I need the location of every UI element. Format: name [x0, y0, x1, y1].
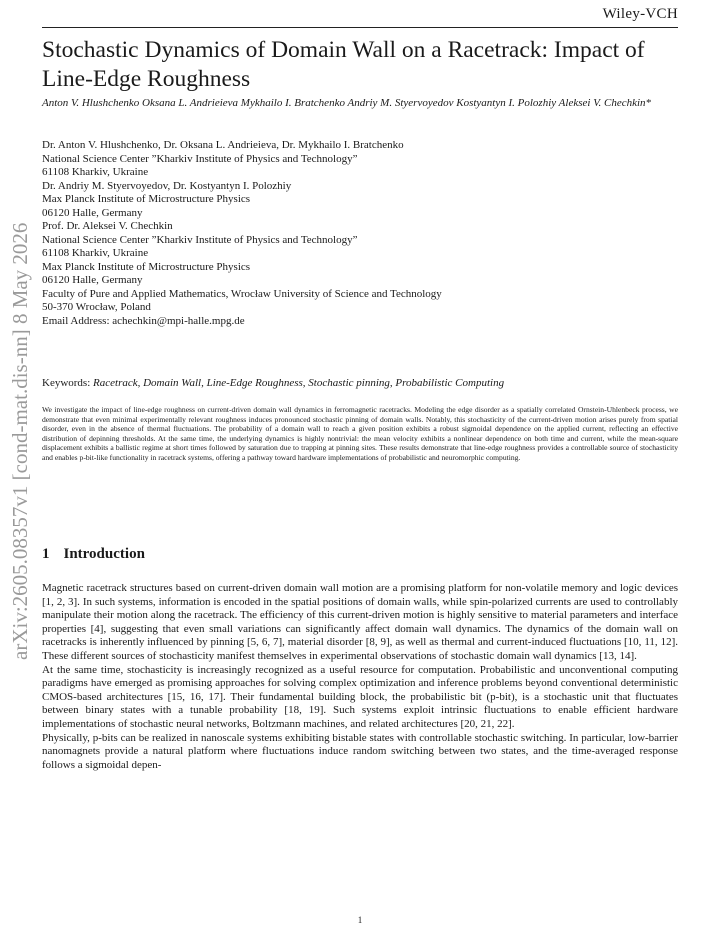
- affiliation-line: Prof. Dr. Aleksei V. Chechkin: [42, 220, 173, 232]
- affiliation-line: 06120 Halle, Germany: [42, 274, 143, 286]
- affiliation-line: Dr. Andriy M. Styervoyedov, Dr. Kostyantyn I. Polozhiy: [42, 179, 292, 192]
- keywords-line: [42, 377, 702, 389]
- keywords-label: Keywords:: [42, 377, 91, 389]
- affiliation-line: National Science Center ”Kharkiv Institute of Physics and Technology”: [42, 152, 358, 165]
- affiliation-line: 61108 Kharkiv, Ukraine: [42, 247, 149, 259]
- page-number: 1: [357, 915, 363, 925]
- body-paragraph: Magnetic racetrack structures based on current-driven domain wall motion are a promising platform for non-volatile memory and logic devices [1, 2, 3]. In such systems, information is encoded in the spatial positions of domain walls, while spin-polarized currents are used to controllably manipulate their motion along the racetrack. The efficiency of this current-driven motion is highly sensitive to material parameters and interface properties [4], suggesting that even small variations can significantly affect domain wall dynamics. The dynamics of the domain wall on racetracks is inherently influenced by pinning [5, 6, 7], material disorder [8, 9], as well as thermal and current-induced fluctuations [10, 11, 12]. These different sources of stochasticity manifest themselves in experimental observations of stochastic domain wall dynamics [13, 14].: [42, 582, 678, 662]
- affiliations-block: [42, 139, 682, 328]
- introduction-body: [42, 582, 678, 772]
- paper-title: Stochastic Dynamics of Domain Wall on a Racetrack: Impact of Line-Edge Roughness: [42, 37, 645, 92]
- body-paragraph: Physically, p-bits can be realized in nanoscale systems exhibiting bistable states with controllable stochastic switching. In particular, low-barrier nanomagnets provide a natural platform where fluctuations induce random switching between two states, and the time-averaged response follows a sigmoidal depen-: [42, 731, 678, 771]
- contact-email: Email Address: achechkin@mpi-halle.mpg.de: [42, 314, 245, 327]
- affiliation-line: Faculty of Pure and Applied Mathematics, Wrocław University of Science and Technology: [42, 287, 442, 300]
- abstract: We investigate the impact of line-edge roughness on current-driven domain wall dynamics in ferromagnetic racetracks. Modeling the edge disorder as a spatially correlated Ornstein-Uhlenbeck process, we demonstrate that even minimal experimentally relevant roughness induces pronounced stochastic pinning of domain walls. Notably, this stochasticity of the current-driven motion arises purely from spatial disorder, even in the absence of thermal fluctuations. The probability of a domain wall to reach a given position exhibits a robust sigmoidal dependence on the applied current, reflecting an effective distribution of depinning thresholds. At the same time, the underlying dynamics is highly nontrivial: the mean velocity exhibits a nonlinear dependence on both time and current, while the mean-square displacement exhibits a ballistic regime at short times followed by saturation due to trapping at pinning sites. These results demonstrate that line-edge roughness provides a controllable source of stochasticity and enables p-bit-like functionality in racetrack systems, offering a pathway toward hardware implementations of probabilistic and neuromorphic computing.: [42, 405, 678, 462]
- arxiv-identifier-stamp: arXiv:2605.08357v1 [cond-mat.dis-nn] 8 May 2026: [8, 222, 32, 661]
- author-list: Anton V. Hlushchenko Oksana L. Andrieieva Mykhailo I. Bratchenko Andriy M. Styervoyedov Kostyantyn I. Polozhiy Aleksei V. Chechkin*: [42, 97, 652, 109]
- section-number: 1: [42, 546, 50, 562]
- publisher-name: Wiley-VCH: [602, 6, 678, 22]
- affiliation-line: 06120 Halle, Germany: [42, 206, 143, 219]
- affiliation-line: 61108 Kharkiv, Ukraine: [42, 166, 149, 178]
- section-title: Introduction: [63, 546, 145, 562]
- affiliation-line: 50-370 Wrocław, Poland: [42, 301, 151, 313]
- affiliation-line: National Science Center ”Kharkiv Institute of Physics and Technology”: [42, 233, 358, 246]
- section-heading: [42, 546, 145, 563]
- body-paragraph: At the same time, stochasticity is increasingly recognized as a useful resource for computation. Probabilistic and unconventional computing paradigms have emerged as promising approaches for solving complex optimization and inference problems beyond conventional deterministic CMOS-based architectures [15, 16, 17]. Their fundamental building block, the probabilistic bit (p-bit), is a stochastic unit that fluctuates between binary states with a tunable probability [18, 19]. Such systems exploit intrinsic fluctuations to enable efficient hardware implementations of stochastic neural networks, Boltzmann machines, and related architectures [20, 21, 22].: [42, 663, 678, 730]
- header-rule: [42, 27, 678, 28]
- affiliation-line: Max Planck Institute of Microstructure Physics: [42, 260, 251, 273]
- affiliation-line: Max Planck Institute of Microstructure Physics: [42, 193, 251, 205]
- keywords-list: Racetrack, Domain Wall, Line-Edge Roughness, Stochastic pinning, Probabilistic Computing: [93, 377, 505, 389]
- affiliation-line: Dr. Anton V. Hlushchenko, Dr. Oksana L. Andrieieva, Dr. Mykhailo I. Bratchenko: [42, 139, 404, 151]
